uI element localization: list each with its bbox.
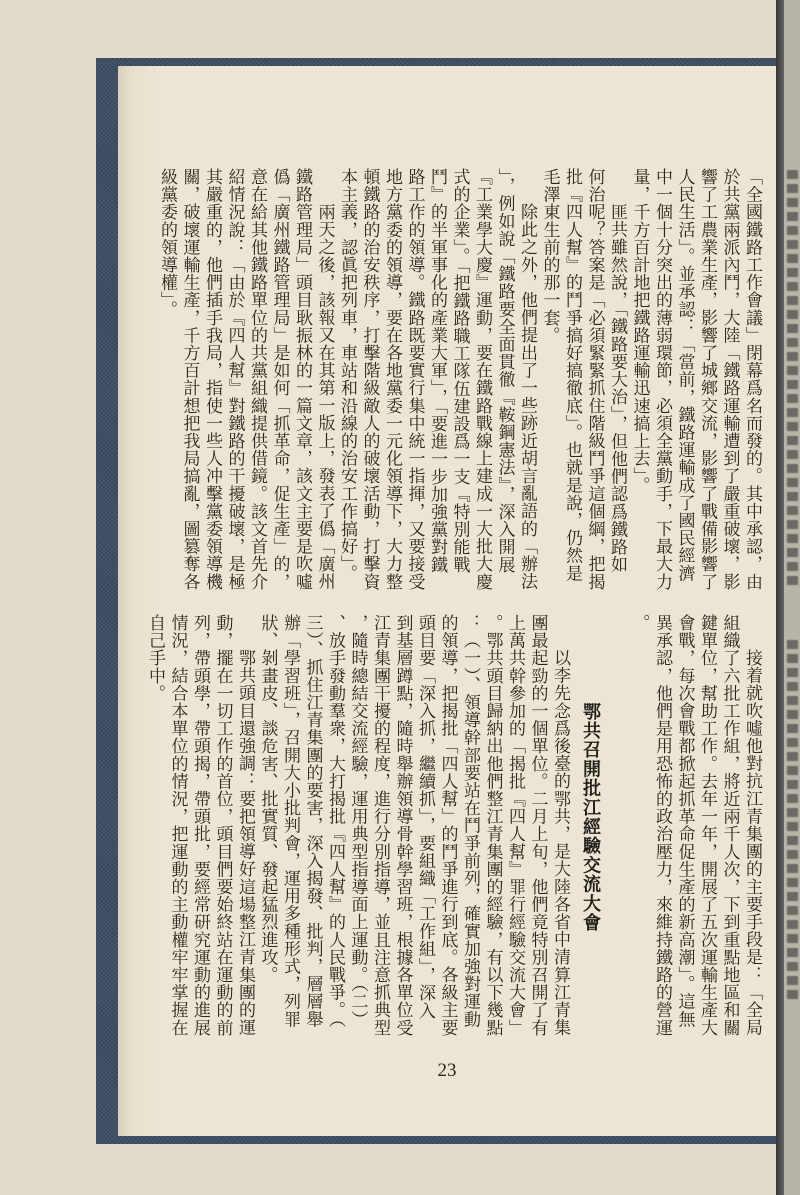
text-column: 會戰，每次會戰都掀起抓革命促生產的新高潮」。這無 <box>674 614 695 1028</box>
text-column: 江青集團干擾的程度，進行分別指導，並且注意抓典型 <box>370 614 390 1037</box>
text-column: ，隨時總結交流經驗，運用典型指導面上運動。（二） <box>347 614 368 1028</box>
text-column: 情況，結合本單位的情況，把運動的主動權牢牢掌握在 <box>167 614 188 1037</box>
text-column: 匪共雖然說，「鐵路要大治」，但他們認爲鐵路如 <box>607 203 627 574</box>
text-column: 其嚴重的，他們插手我局，指使一些人冲擊黨委領導機 <box>202 168 222 591</box>
text-column: 頓鐵路的治安秩序，打擊階級敵人的破壞活動，打擊資 <box>359 168 380 591</box>
text-column: 『工業學大慶』運動，要在鐵路戰線上建成一大批大慶 <box>472 168 492 591</box>
section-heading: 鄂共召開批江經驗交流大會 <box>580 702 601 933</box>
text-column: 關，破壞運輸生產，千方百計想把我局搞亂，圖篡奪各 <box>179 168 200 591</box>
text-column: 辦「學習班」，召開大小批判會，運用多種形式，列罪 <box>280 614 300 1028</box>
text-column: 的領導，把揭批「四人幫」的鬥爭進行到底。各級主要 <box>437 614 458 1037</box>
text-column: 量，千方百計地把鐵路運輸迅速搞上去」。 <box>629 168 650 494</box>
text-column: 鄂共頭目還強調：要把領導好這場整江青集團的運 <box>235 649 255 1037</box>
text-column: 團最起勁的一個單位。二月上旬，他們竟特別召開了有 <box>527 614 548 1037</box>
text-column: 以李先念爲後臺的鄂共，是大陸各省中清算江青集 <box>550 649 570 1037</box>
text-column: 響了工農業生產，影響了城鄉交流，影響了戰備影響了 <box>697 168 717 591</box>
text-column: 。 <box>629 614 650 632</box>
text-column: 式的企業」。「把鐵路職工隊伍建設爲一支『特別能戰 <box>449 168 470 574</box>
text-column: 接着就吹噓他對抗江青集團的主要手段是：「全局 <box>742 649 762 1037</box>
text-column: 「全國鐵路工作會議」閉幕爲名而發的。其中承認，由 <box>742 168 762 591</box>
text-column: 中一個十分突出的薄弱環節，必須全黨動手，下最大力 <box>652 168 672 591</box>
text-column: 組織了六批工作組，將近兩千人次，下到重點地區和關 <box>719 614 740 1037</box>
text-column: 意在給其他鐵路單位的共黨組織提供借鏡。該文首先介 <box>247 168 267 591</box>
adjacent-page-text-fragment <box>787 640 798 1000</box>
adjacent-page-strip <box>784 0 800 1195</box>
text-column: 紹情況說：「由於『四人幫』對鐵路的干擾破壞，是極 <box>224 168 245 591</box>
text-column: 批『四人幫』的鬥爭搞好搞徹底」。也就是說，仍然是 <box>562 168 582 582</box>
text-column: 鬥』的半軍事化的產業大軍」，「要進一步加強黨對鐵 <box>427 168 447 574</box>
text-column: 於共黨兩派內鬥，大陸「鐵路運輸遭到了嚴重破壞，影 <box>719 168 740 591</box>
text-column: 。鄂共頭目歸納出他們整江青集團的經驗，有以下幾點 <box>482 614 503 1037</box>
text-column: 路工作的領導。鐵路既要實行集中統一指揮，又要接受 <box>404 168 425 591</box>
adjacent-page-edge <box>776 0 800 1195</box>
text-column: 狀、剝畫皮、談危害、批實質、發起猛烈進攻。 <box>257 614 278 984</box>
adjacent-page-text-fragment <box>787 170 798 590</box>
upper-text-block <box>156 168 764 592</box>
text-column: 兩天之後，該報又在其第一版上，發表了僞「廣州 <box>314 203 335 591</box>
text-column: 異承認，他們是用恐怖的政治壓力，來維持鐵路的營運 <box>652 614 672 1037</box>
text-column: 鍵單位，幫助工作。去年一年，開展了五次運輸生產大 <box>697 614 717 1037</box>
text-column: 到基層蹲點，隨時舉辦領導骨幹學習班，根據各單位受 <box>392 614 413 1037</box>
text-column: 自己手中。 <box>145 614 165 702</box>
text-column: 除此之外，他們提出了一些跡近胡言亂語的「辦法 <box>517 203 537 591</box>
text-column: 地方黨委的領導，要在各地黨委一元化領導下，大力整 <box>382 168 402 591</box>
text-column: 毛澤東生前的那一套。 <box>539 168 560 344</box>
text-column: 鐵路管理局」頭目耿振林的一篇文章，該文主要是吹噓 <box>292 168 312 591</box>
text-column: 」，例如說「鐵路要全面貫徹『鞍鋼憲法』，深入開展 <box>494 168 515 574</box>
page-number: 23 <box>437 1060 457 1081</box>
text-column: 三）、抓住江青集團的要害，深入揭發、批判，層層舉 <box>302 614 323 1028</box>
text-column: 何治呢？答案是「必須緊緊抓住階級鬥爭這個綱，把揭 <box>584 168 605 591</box>
text-column: 動，擺在一切工作的首位，頭目們要始終站在運動的前 <box>212 614 233 1037</box>
lower-text-block <box>144 614 764 1038</box>
text-column: 僞「廣州鐵路管理局」是如何「抓革命，促生產」的， <box>269 168 290 591</box>
text-column: 人民生活」。並承認：「當前，鐵路運輸成了國民經濟 <box>674 168 695 582</box>
text-column: 本主義，認眞把列車，車站和沿線的治安工作搞好」。 <box>337 168 357 582</box>
text-column: 級黨委的領導權」。 <box>157 168 177 318</box>
text-column: 頭目要「深入抓，繼續抓」，要組織「工作組」，深入 <box>415 614 435 1020</box>
text-column: 、放手發動羣衆，大打揭批『四人幫』的人民戰爭。（ <box>325 614 345 1028</box>
text-column: 列，帶頭學，帶頭揭，帶頭批，要經常研究運動的進展 <box>190 614 210 1037</box>
text-column: ：（一）、領導幹部要站在鬥爭前列，確實加強對運動 <box>460 614 480 1028</box>
text-column: 上萬共幹參加的「揭批『四人幫』罪行經驗交流大會」 <box>505 614 525 1037</box>
